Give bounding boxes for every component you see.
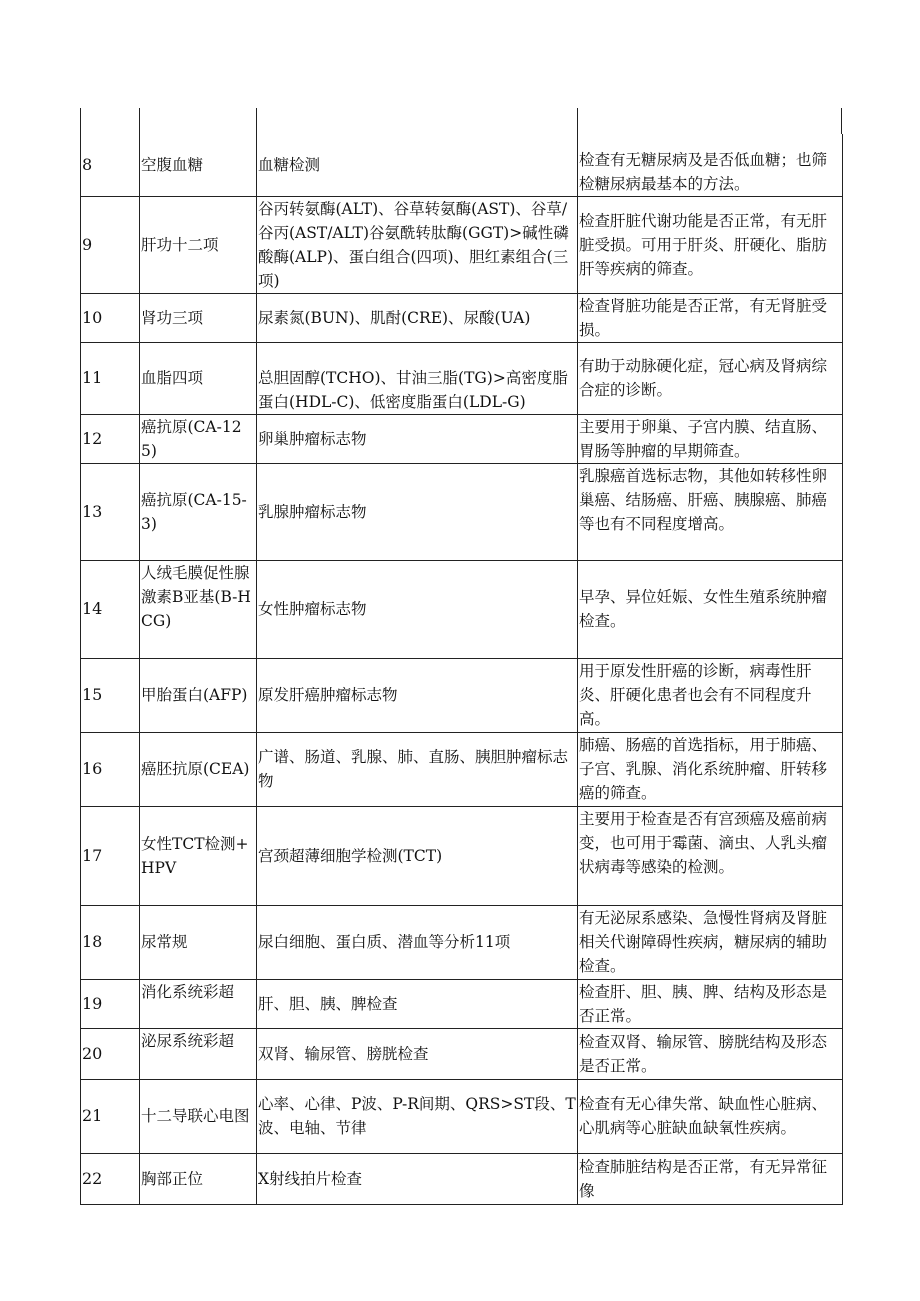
item-name: 甲胎蛋白(AFP) [140,658,257,732]
item-purpose: 检查肝、胆、胰、脾、结构及形态是否正常。 [578,979,843,1028]
item-purpose: 有无泌尿系感染、急慢性肾病及肾脏相关代谢障碍性疾病，糖尿病的辅助检查。 [578,905,843,979]
row-number: 18 [81,905,140,979]
row-number: 20 [81,1028,140,1079]
item-purpose: 检查有无心律失常、缺血性心脏病、心肌病等心脏缺血缺氧性疾病。 [578,1079,843,1153]
item-purpose: 早孕、异位妊娠、女性生殖系统肿瘤检查。 [578,560,843,658]
item-name: 女性TCT检测+HPV [140,806,257,905]
row-number: 12 [81,414,140,463]
item-purpose: 检查肾脏功能是否正常，有无肾脏受损。 [578,293,843,342]
table-row [81,905,843,979]
table-row [81,732,843,806]
row-number: 8 [81,134,140,196]
table-row [81,463,843,560]
column-line [256,108,257,134]
item-content: 肝、胆、胰、脾检查 [257,979,578,1028]
item-content: 广谱、肠道、乳腺、肺、直肠、胰胆肿瘤标志物 [257,732,578,806]
table-row [81,560,843,658]
row-number: 21 [81,1079,140,1153]
table-continuation-lines [80,108,842,134]
item-content: 心率、心律、P波、P-R间期、QRS>ST段、T波、电轴、节律 [257,1079,578,1153]
row-number: 10 [81,293,140,342]
item-name: 癌抗原(CA-15-3) [140,463,257,560]
item-content: 女性肿瘤标志物 [257,560,578,658]
health-checkup-table [80,134,843,1205]
item-purpose: 检查双肾、输尿管、膀胱结构及形态是否正常。 [578,1028,843,1079]
item-name: 空腹血糖 [140,134,257,196]
item-content: 卵巢肿瘤标志物 [257,414,578,463]
item-name: 肝功十二项 [140,196,257,293]
row-number: 16 [81,732,140,806]
item-content: X射线拍片检查 [257,1153,578,1204]
row-number: 11 [81,342,140,414]
row-number: 15 [81,658,140,732]
column-line [80,108,81,134]
item-content: 尿素氮(BUN)、肌酎(CRE)、尿酸(UA) [257,293,578,342]
item-content: 总胆固醇(TCHO)、甘油三脂(TG)>高密度脂蛋白(HDL-C)、低密度脂蛋白(LDL-G) [257,342,578,414]
item-name: 血脂四项 [140,342,257,414]
item-name: 人绒毛膜促性腺激素B亚基(B-HCG) [140,560,257,658]
item-content: 尿白细胞、蛋白质、潜血等分析11项 [257,905,578,979]
item-name: 十二导联心电图 [140,1079,257,1153]
item-name: 癌抗原(CA-125) [140,414,257,463]
item-name: 泌尿系统彩超 [140,1028,257,1079]
column-line [577,108,578,134]
table-row [81,414,843,463]
column-line [841,108,842,134]
item-name: 消化系统彩超 [140,979,257,1028]
table-row [81,342,843,414]
item-purpose: 主要用于检查是否有宫颈癌及癌前病变，也可用于霉菌、滴虫、人乳头瘤状病毒等感染的检测。 [578,806,843,905]
item-content: 血糖检测 [257,134,578,196]
item-purpose: 主要用于卵巢、子宫内膜、结直肠、胃肠等肿瘤的早期筛查。 [578,414,843,463]
row-number: 19 [81,979,140,1028]
item-name: 肾功三项 [140,293,257,342]
item-content: 宫颈超薄细胞学检测(TCT) [257,806,578,905]
table-row [81,806,843,905]
row-number: 9 [81,196,140,293]
item-content: 谷丙转氨酶(ALT)、谷草转氨酶(AST)、谷草/谷丙(AST/ALT)谷氨酰转肽酶(GGT)>碱性磷酸酶(ALP)、蛋白组合(四项)、胆红素组合(三项) [257,196,578,293]
table-row [81,1153,843,1204]
document-sheet [80,108,842,1205]
table-row [81,293,843,342]
row-number: 14 [81,560,140,658]
item-content: 乳腺肿瘤标志物 [257,463,578,560]
table-row [81,979,843,1028]
table-row [81,1079,843,1153]
item-name: 癌胚抗原(CEA) [140,732,257,806]
table-row [81,196,843,293]
item-purpose: 检查有无糖尿病及是否低血糖；也筛检糖尿病最基本的方法。 [578,134,843,196]
column-line [139,108,140,134]
item-content: 原发肝癌肿瘤标志物 [257,658,578,732]
item-content: 双肾、输尿管、膀胱检查 [257,1028,578,1079]
row-number: 13 [81,463,140,560]
row-number: 22 [81,1153,140,1204]
table-row [81,658,843,732]
item-purpose: 肺癌、肠癌的首选指标，用于肺癌、子宫、乳腺、消化系统肿瘤、肝转移癌的筛查。 [578,732,843,806]
item-purpose: 有助于动脉硬化症，冠心病及肾病综合症的诊断。 [578,342,843,414]
item-purpose: 用于原发性肝癌的诊断，病毒性肝炎、肝硬化患者也会有不同程度升高。 [578,658,843,732]
item-purpose: 检查肝脏代谢功能是否正常，有无肝脏受损。可用于肝炎、肝硬化、脂肪肝等疾病的筛查。 [578,196,843,293]
row-number: 17 [81,806,140,905]
item-purpose: 检查肺脏结构是否正常，有无异常征像 [578,1153,843,1204]
table-row [81,134,843,196]
item-name: 尿常规 [140,905,257,979]
item-name: 胸部正位 [140,1153,257,1204]
table-row [81,1028,843,1079]
item-purpose: 乳腺癌首选标志物，其他如转移性卵巢癌、结肠癌、肝癌、胰腺癌、肺癌等也有不同程度增高。 [578,463,843,560]
